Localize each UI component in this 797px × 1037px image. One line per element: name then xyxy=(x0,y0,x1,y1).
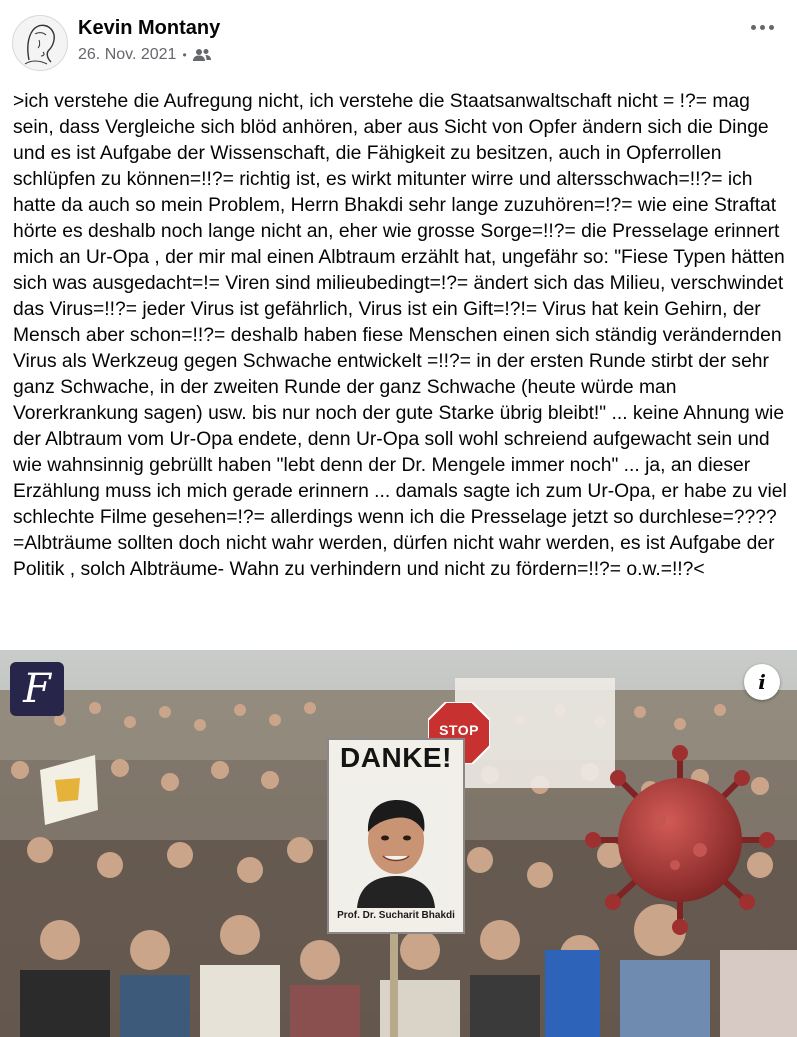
more-options-button[interactable] xyxy=(740,12,784,42)
post-date[interactable]: 26. Nov. 2021 xyxy=(78,46,177,63)
info-button[interactable]: i xyxy=(744,664,780,700)
post-meta xyxy=(78,46,211,64)
faz-logo[interactable]: F xyxy=(10,662,64,716)
meta-separator: • xyxy=(182,48,187,62)
stop-sign-text: STOP xyxy=(439,722,479,738)
sign-caption: Prof. Dr. Sucharit Bhakdi xyxy=(337,910,455,921)
more-options-icon xyxy=(751,25,756,30)
sign-title: DANKE! xyxy=(340,742,452,773)
post-header xyxy=(0,0,797,80)
virus-prop xyxy=(585,745,775,935)
author-name[interactable]: Kevin Montany xyxy=(78,17,221,39)
author-avatar[interactable] xyxy=(12,15,68,71)
post-photo[interactable] xyxy=(0,650,797,1037)
post-body-text: >ich verstehe die Aufregung nicht, ich verstehe die Staatsanwaltschaft nicht = !?= mag sein, dass Vergleiche sich blöd anhören, aber aus Sicht von Opfer ändern sich die Dinge und es ist Aufgabe der Wissenschaft, die Fähigkeit zu besitzen, auch in Opferrollen schlüpfen zu können=!!?= richtig ist, es wirkt mitunter wirre und altersschwach=!!?= ich hatte da auch so mein Problem, Herrn Bhakdi sehr lange zuzuhören=!?= wie eine Straftat hörte es deshalb noch lange nicht an, eher wie grosse Sorge=!!?= die Presselage erinnert mich an Ur-Opa , der mir mal einen Albtraum erzählt hat, ungefähr so: "Fiese Typen hätten sich was ausgedacht=!= Viren sind milieubedingt=!?= ändert sich das Milieu, verschwindet das Virus=!!?= jeder Virus ist gefährlich, Virus ist ein Gift=!?!= Virus hat kein Gehirn, der Mensch aber schon=!!?= deshalb haben fiese Menschen einen sich ständig verändernden Virus als Werkzeug gegen Schwache entwickelt =!!?= in der ersten Runde stirbt der sehr ganz Schwache, in der zweiten Runde der ganz Schwache (heute würde man Vorerkrankung sagen) usw. bis nur noch der gute Starke übrig bleibt!" ... keine Ahnung wie der Albtraum vom Ur-Opa endete, denn Ur-Opa soll wohl schreiend aufgewacht sein und wie wahnsinnig gebrüllt haben "lebt denn der Dr. Mengele immer noch" ... ja, an dieser Erzählung muss ich mich gerade erinnern ... damals sagte ich zum Ur-Opa, er habe zu viel schlechte Filme gesehen=!?= allerdings wenn ich die Presselage jetzt so durchlese=???? =Albträume sollten doch nicht wahr werden, dürfen nicht wahr werden, es ist Aufgabe der Politik , solch Albträume- Wahn zu verhindern und nicht zu fördern=!!?= o.w.=!!?< xyxy=(13,91,787,580)
protest-sign xyxy=(327,738,465,934)
friends-icon xyxy=(193,48,211,62)
sign-portrait xyxy=(337,780,455,908)
